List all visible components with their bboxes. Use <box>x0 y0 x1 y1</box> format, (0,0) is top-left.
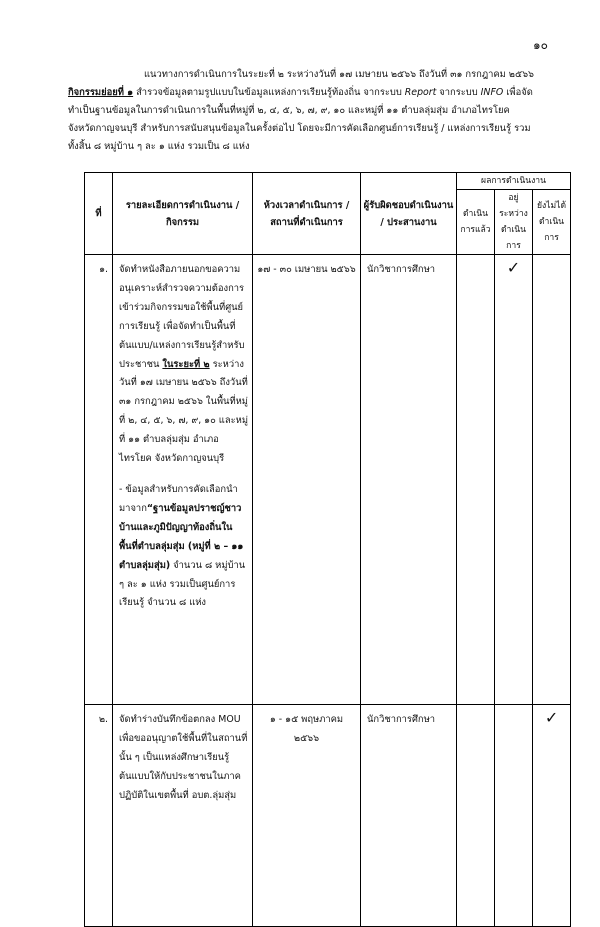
detail-text: จัดทำหนังสือภายนอกขอความอนุเคราะห์สำรวจความต้องการเข้าร่วมกิจกรรมขอใช้พื้นที่ศูนย์การเรียนรู้ เพื่อจัดทำเป็นพื้นที่ต้นแบบ/แหล่งการเรียนรู้สำหรับประชาชน <box>119 264 245 370</box>
row-detail: จัดทำร่างบันทึกข้อตกลง MOU เพื่อขออนุญาตใช้พื้นที่ในสถานที่นั้น ๆ เป็นแหล่งศึกษาเรียนรู้ต้นแบบให้กับประชาชนในภาคปฏิบัติในเขตพื้นที่ อบต.ลุ่มสุ่ม <box>113 705 253 927</box>
intro-text-4: เพื่อจัดทำเป็นฐานข้อมูลในการดำเนินการในพื้นที่หมู่ที่ ๒, ๔, ๕, ๖, ๗, ๙, ๑๐ และหมู่ที่ ๑๑ ตำบลลุ่มสุ่ม อำเภอไทรโยค จังหวัดกาญจนบุรี สำหรับการสนับสนุนข้อมูลในครั้งต่อไป โดยจะมีการคัดเลือกศูนย์การเรียนรู้ / แหล่งการเรียนรู้ รวมทั้งสิ้น ๘ หมู่บ้าน ๆ ละ ๑ แห่ง รวมเป็น ๘ แห่ง <box>68 87 533 152</box>
detail-phase-label: ในระยะที่ ๒ <box>162 358 210 370</box>
header-result: ผลการดำเนินงาน <box>457 173 571 190</box>
header-responsible: ผู้รับผิดชอบดำเนินงาน / ประสานงาน <box>361 173 457 255</box>
activity-label: กิจกรรมย่อยที่ ๑ <box>68 87 134 98</box>
report-term: Report <box>404 87 437 98</box>
detail-text: ระหว่างวันที่ ๑๗ เมษายน ๒๕๖๖ ถึงวันที่ ๓๑ กรกฎาคม ๒๕๖๖ ในพื้นที่หมู่ที่ ๒, ๔, ๕, ๖, ๗, ๙, ๑๐ และหมู่ที่ ๑๑ ตำบลลุ่มสุ่ม อำเภอไทรโยค จังหวัดกาญจนบุรี <box>119 358 248 465</box>
detail-paragraph-2 <box>119 481 248 613</box>
row-period: ๑๗ - ๓๐ เมษายน ๒๕๖๖ <box>253 255 361 705</box>
info-term: INFO <box>480 87 504 98</box>
header-not-done: ยังไม่ได้ดำเนินการ <box>533 190 571 255</box>
check-icon: ✓ <box>495 255 533 705</box>
detail-text: จำนวน ๘ หมู่บ้าน ๆ ละ ๑ แห่ง รวมเป็นศูนย์การเรียนรู้ จำนวน ๘ แห่ง <box>119 559 246 609</box>
detail-database-label: “ฐานข้อมูลปราชญ์ชาวบ้านและภูมิปัญญาท้องถิ่นในพื้นที่ตำบลลุ่มสุ่ม (หมู่ที่ ๒ – ๑๑ ตำบลลุ่มสุ่ม) <box>119 502 244 571</box>
operations-table <box>84 172 571 927</box>
intro-text-3: จากระบบ <box>436 87 481 98</box>
row-number: ๒. <box>85 705 113 927</box>
intro-paragraph <box>68 66 538 156</box>
row-period: ๑ - ๑๕ พฤษภาคม ๒๕๖๖ <box>253 705 361 927</box>
intro-text-2: สำรวจข้อมูลตามรูปแบบในข้อมูลแหล่งการเรียนรู้ท้องถิ่น จากระบบ <box>133 87 405 98</box>
header-done: ดำเนินการแล้ว <box>457 190 495 255</box>
row-responsible: นักวิชาการศึกษา <box>361 255 457 705</box>
row-done <box>457 705 495 927</box>
detail-text: - ข้อมูลสำหรับการคัดเลือกนำมาจาก <box>119 483 238 514</box>
table-row <box>85 255 571 705</box>
header-in-progress: อยู่ระหว่างดำเนินการ <box>495 190 533 255</box>
header-no: ที่ <box>85 173 113 255</box>
detail-paragraph-1 <box>119 261 248 469</box>
header-period: ห้วงเวลาดำเนินการ / สถานที่ดำเนินการ <box>253 173 361 255</box>
intro-text-1: แนวทางการดำเนินการในระยะที่ ๒ ระหว่างวันที่ ๑๗ เมษายน ๒๕๖๖ ถึงวันที่ ๓๑ กรกฎาคม ๒๕๖๖ <box>144 69 534 80</box>
check-icon: ✓ <box>533 705 571 927</box>
row-detail <box>113 255 253 705</box>
row-responsible: นักวิชาการศึกษา <box>361 705 457 927</box>
row-done <box>457 255 495 705</box>
row-number: ๑. <box>85 255 113 705</box>
table-row <box>85 705 571 927</box>
header-detail: รายละเอียดการดำเนินงาน / กิจกรรม <box>113 173 253 255</box>
row-in-progress <box>495 705 533 927</box>
page-number: ๑๐ <box>533 38 548 52</box>
row-not-done <box>533 255 571 705</box>
